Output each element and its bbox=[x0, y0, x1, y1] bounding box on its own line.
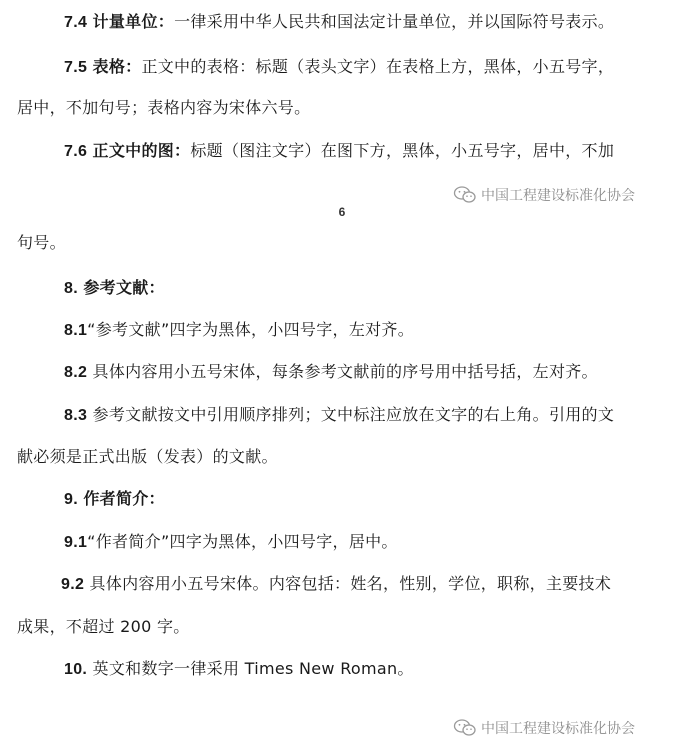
section-8-heading bbox=[64, 278, 165, 299]
section-text: “参考文献”四字为黑体，小四号字，左对齐。 bbox=[87, 320, 415, 339]
section-text: 一律采用中华人民共和国法定计量单位，并以国际符号表示。 bbox=[174, 12, 615, 31]
section-number: 8.1 bbox=[64, 322, 88, 339]
section-number: 8.3 bbox=[64, 407, 88, 424]
watermark-text: 中国工程建设标准化协会 bbox=[481, 188, 635, 204]
section-text: 英文和数字一律采用 Times New Roman。 bbox=[92, 659, 414, 678]
section-heading: 正文中的图： bbox=[92, 141, 191, 160]
section-text: 具体内容用小五号宋体，每条参考文献前的序号用中括号括，左对齐。 bbox=[92, 362, 598, 381]
section-number: 10. bbox=[64, 661, 88, 678]
section-7-6-cont: 句号。 bbox=[17, 233, 66, 252]
section-text: 正文中的表格：标题（表头文字）在表格上方，黑体，小五号字， bbox=[141, 57, 615, 76]
section-9-2 bbox=[61, 574, 611, 595]
section-number: 8. bbox=[64, 280, 78, 297]
section-7-6 bbox=[64, 141, 614, 162]
section-number: 9.2 bbox=[61, 576, 85, 593]
section-text: 标题（图注文字）在图下方，黑体，小五号字，居中，不加 bbox=[190, 141, 615, 160]
section-heading: 作者简介： bbox=[83, 489, 165, 508]
section-heading: 参考文献： bbox=[83, 278, 165, 297]
section-text: 参考文献按文中引用顺序排列；文中标注应放在文字的右上角。引用的文 bbox=[92, 405, 615, 424]
section-8-2 bbox=[64, 362, 598, 383]
section-heading: 表格： bbox=[92, 57, 142, 76]
section-text: 具体内容用小五号宋体。内容包括：姓名，性别，学位，职称，主要技术 bbox=[89, 574, 612, 593]
section-8-1 bbox=[64, 320, 414, 341]
section-7-5 bbox=[64, 57, 614, 78]
watermark-text: 中国工程建设标准化协会 bbox=[481, 721, 635, 737]
section-text: “作者简介”四字为黑体，小四号字，居中。 bbox=[87, 532, 398, 551]
section-8-3 bbox=[64, 405, 614, 426]
watermark-bottom bbox=[453, 718, 635, 738]
section-number: 7.5 bbox=[64, 59, 88, 76]
section-10 bbox=[64, 659, 414, 680]
section-9-2-cont: 成果，不超过 200 字。 bbox=[17, 617, 190, 636]
section-8-3-cont: 献必须是正式出版（发表）的文献。 bbox=[17, 447, 278, 466]
section-number: 8.2 bbox=[64, 364, 88, 381]
watermark bbox=[453, 185, 635, 205]
section-number: 9. bbox=[64, 491, 78, 508]
section-number: 9.1 bbox=[64, 534, 88, 551]
section-number: 7.4 bbox=[64, 14, 88, 31]
section-number: 7.6 bbox=[64, 143, 88, 160]
wechat-icon bbox=[453, 719, 477, 737]
page-number: 6 bbox=[338, 205, 346, 219]
section-9-heading bbox=[64, 489, 165, 510]
wechat-icon bbox=[453, 186, 477, 204]
section-heading: 计量单位： bbox=[92, 12, 175, 31]
section-7-5-cont: 居中，不加句号；表格内容为宋体六号。 bbox=[17, 98, 311, 117]
section-7-4 bbox=[64, 12, 614, 33]
section-9-1 bbox=[64, 532, 398, 553]
